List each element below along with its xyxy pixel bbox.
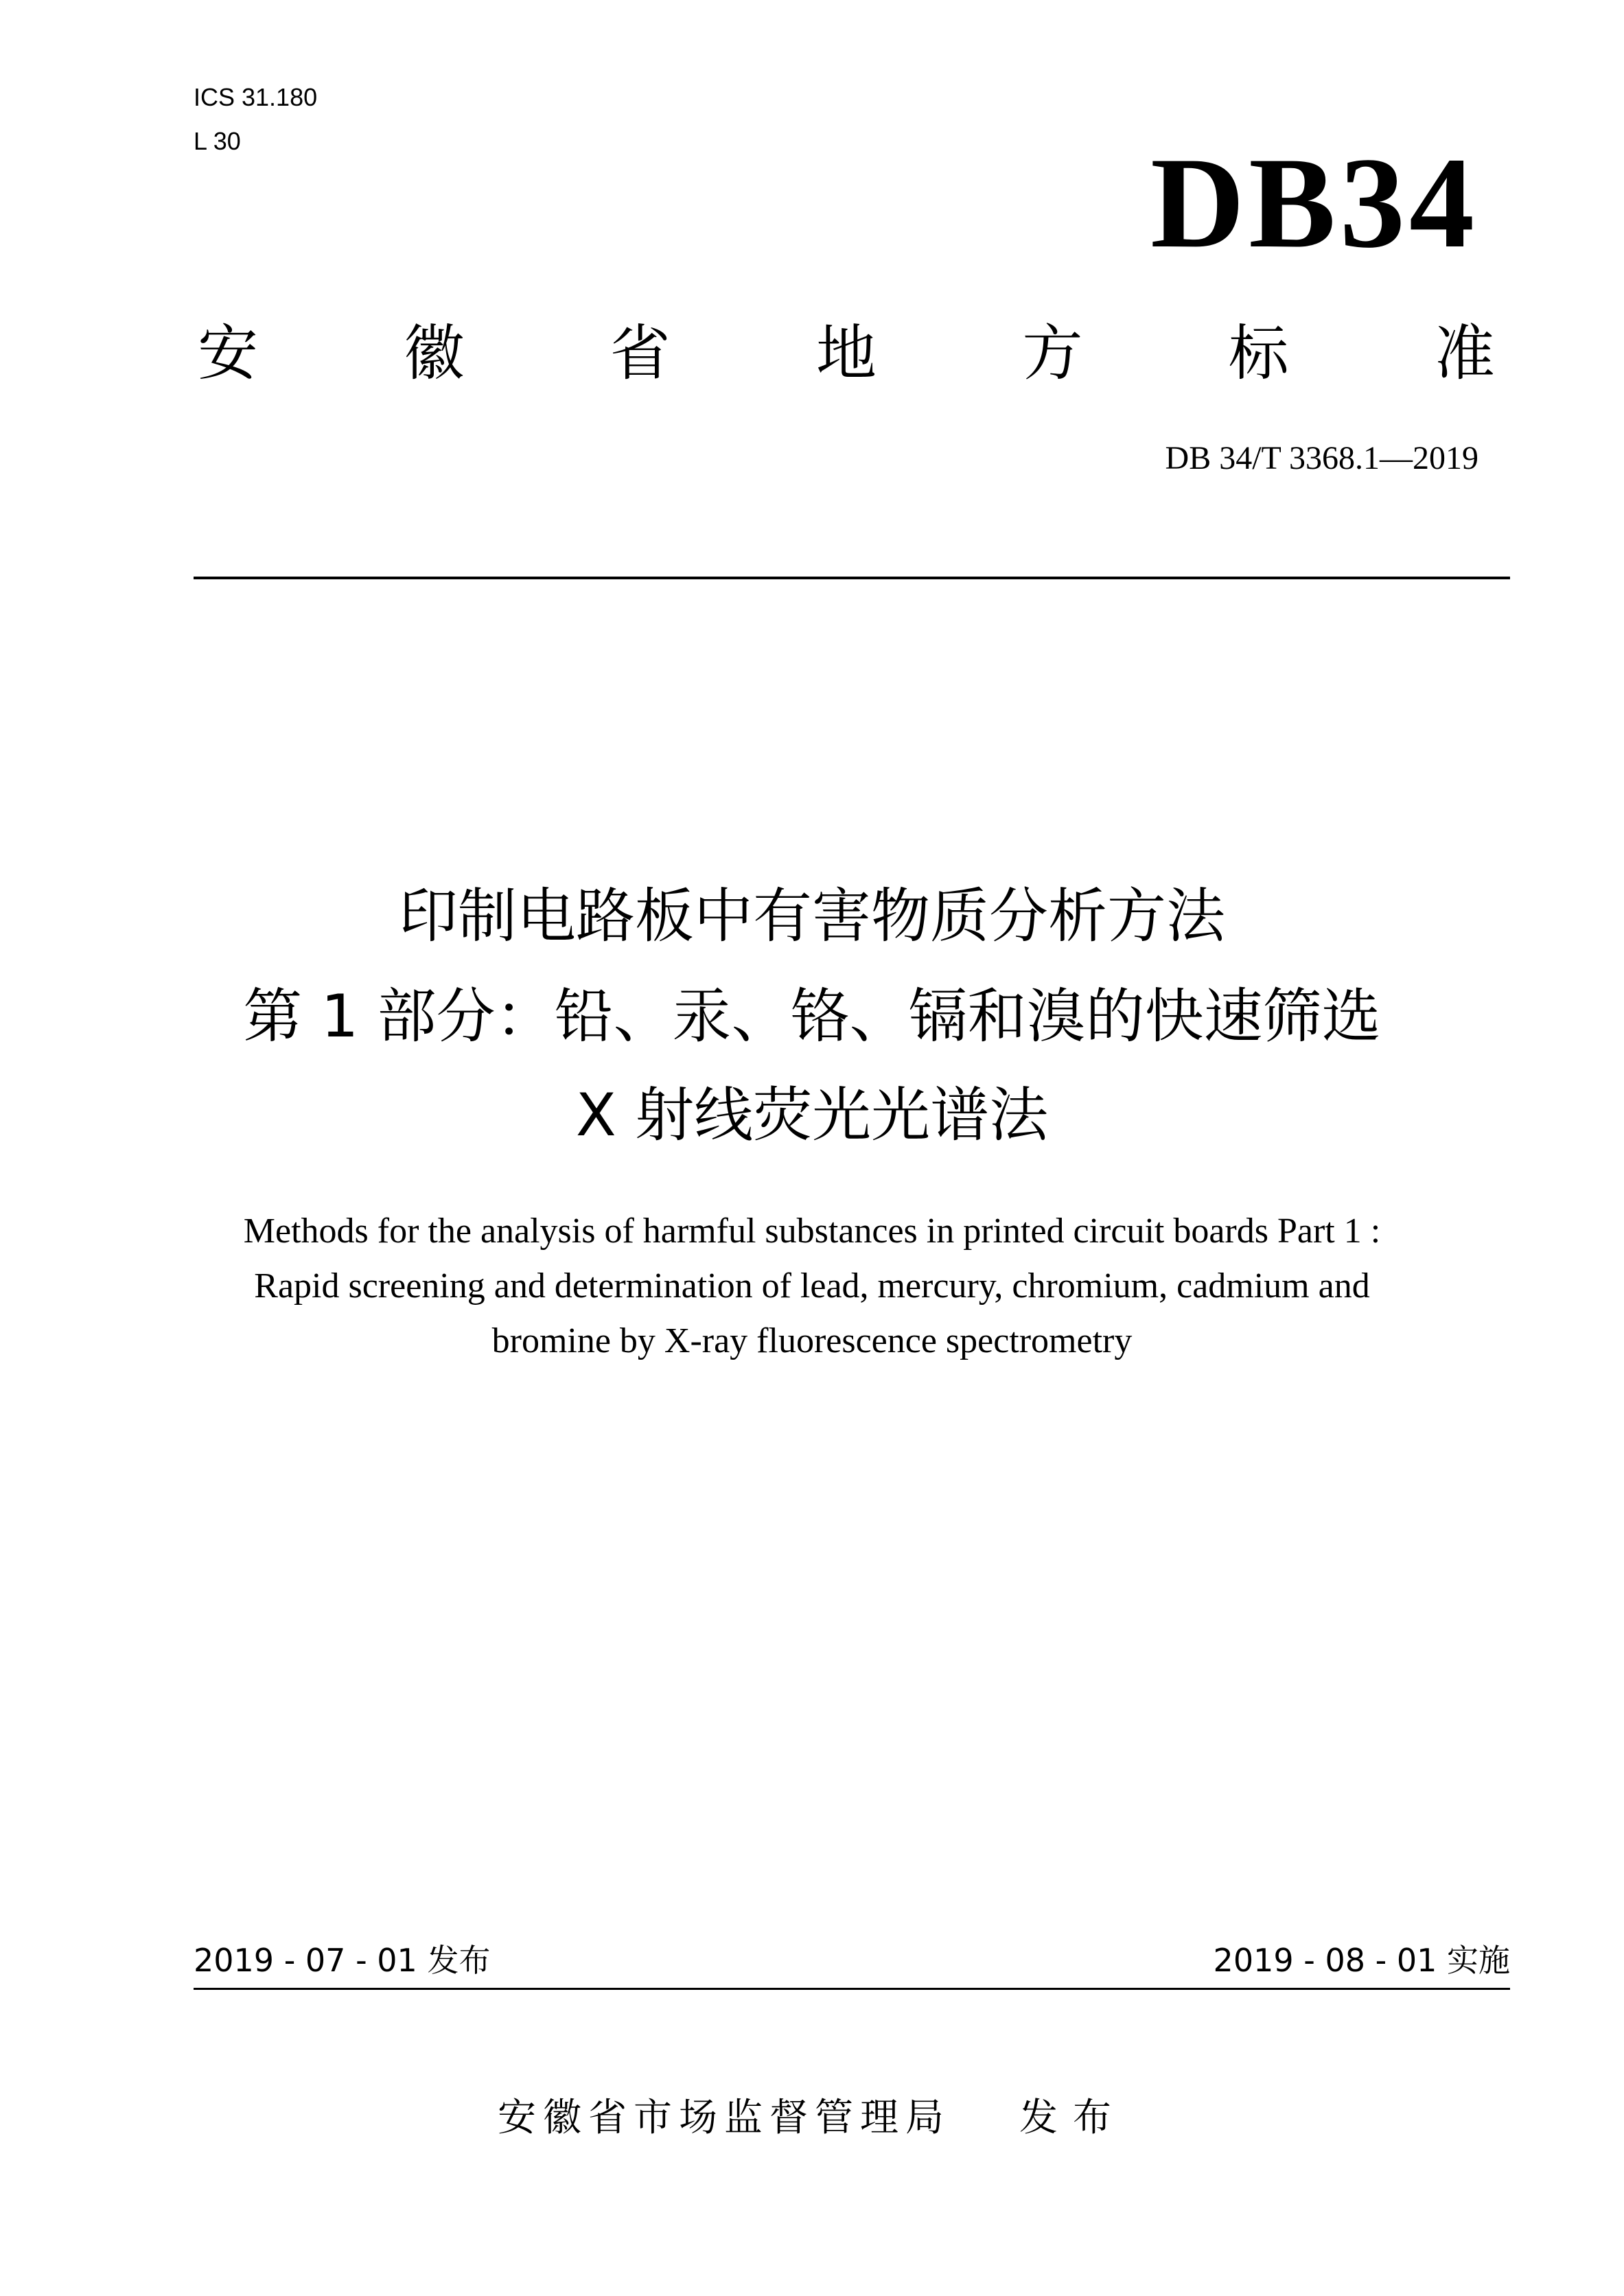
issue-date: 2019 - 07 - 01 发布 — [194, 1942, 491, 1979]
standard-type-heading — [198, 316, 1495, 391]
standard-type-char: 地 — [815, 318, 877, 389]
standard-type-char: 安 — [198, 318, 259, 389]
title-en-line: bromine by X-ray fluorescence spectrometry — [491, 1321, 1133, 1360]
standard-number: DB 34/T 3368.1—2019 — [1165, 440, 1478, 476]
title-cn-line: 印制电路板中有害物质分析方法 — [399, 882, 1225, 951]
standard-type-char: 方 — [1022, 318, 1083, 389]
issuing-authority — [0, 2091, 1624, 2146]
issuer-name: 安徽省市场监督管理局 — [498, 2096, 951, 2140]
standard-type-char: 徽 — [404, 318, 465, 389]
ccs-code: L 30 — [194, 127, 241, 155]
title-en-line: Methods for the analysis of harmful substances in printed circuit boards Part 1 : — [243, 1211, 1381, 1251]
implementation-date: 2019 - 08 - 01 实施 — [1213, 1942, 1510, 1979]
date-divider — [194, 1988, 1510, 1990]
standard-mark: DB34 — [1150, 131, 1478, 275]
title-cn-line: X 射线荧光光谱法 — [575, 1081, 1049, 1150]
title-en-line: Rapid screening and determination of lead, mercury, chromium, cadmium and — [254, 1266, 1370, 1306]
issuer-action: 发布 — [1019, 2096, 1126, 2140]
header-divider — [194, 577, 1510, 579]
standard-type-char: 省 — [610, 318, 671, 389]
ics-code: ICS 31.180 — [194, 83, 318, 111]
title-cn-line: 第 1 部分：铅、汞、铬、镉和溴的快速筛选 — [243, 982, 1381, 1051]
standard-type-char: 准 — [1434, 318, 1495, 389]
standard-type-char: 标 — [1228, 318, 1289, 389]
